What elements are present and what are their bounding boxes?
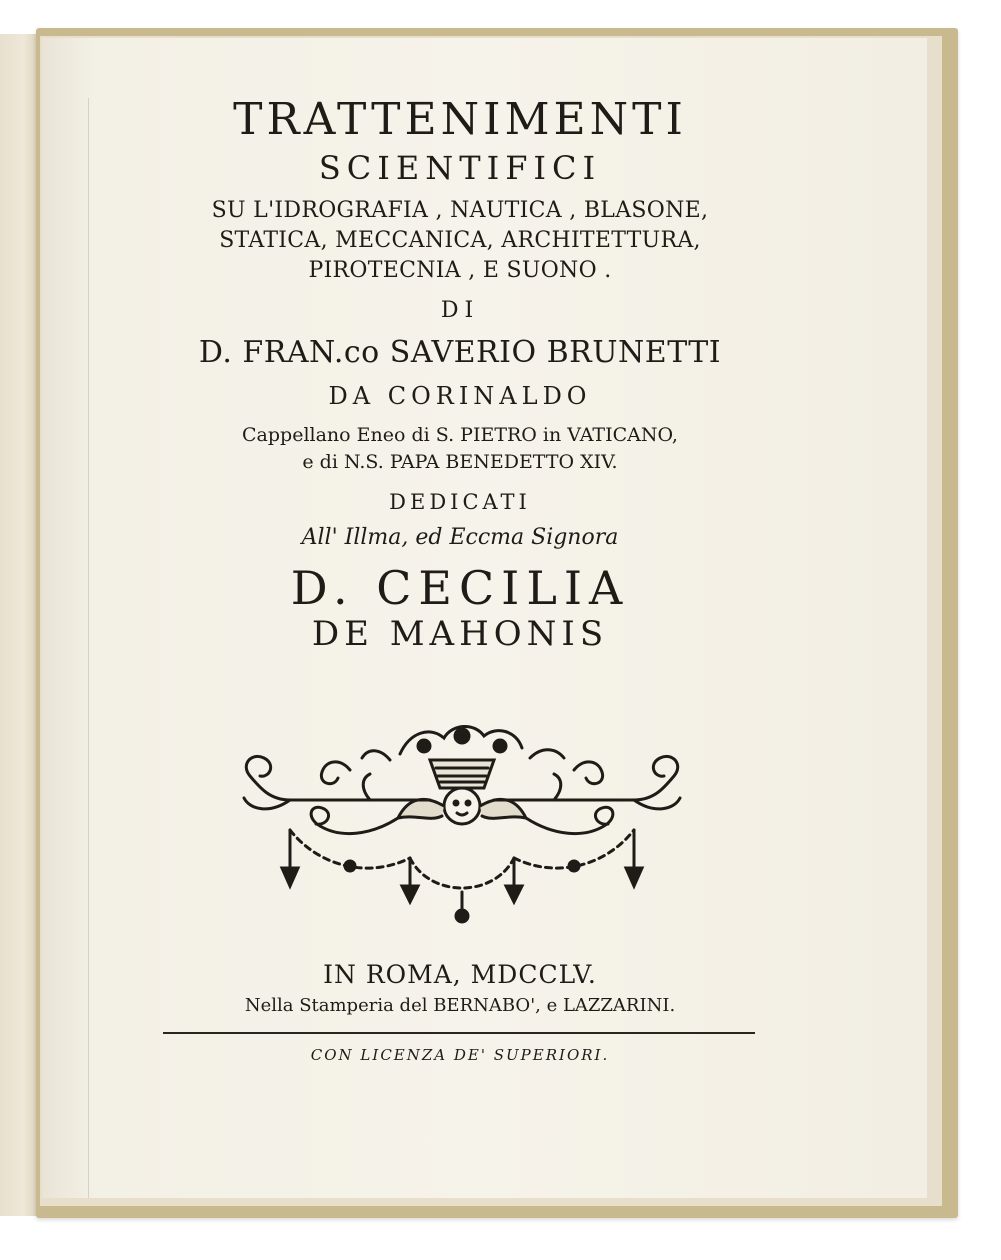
left-page-edge	[0, 34, 41, 1216]
title-block	[150, 94, 770, 654]
licenza-line: CON LICENZA DE' SUPERIORI.	[310, 1046, 610, 1064]
author-origin: DA CORINALDO	[328, 382, 592, 410]
dedicati-line: DEDICATI	[389, 490, 531, 514]
subtitle-line-1: SU L'IDROGRAFIA , NAUTICA , BLASONE,	[211, 198, 709, 223]
author-title-line-2: e di N.S. PAPA BENEDETTO XIV.	[302, 451, 618, 473]
imprint	[150, 962, 770, 1015]
dedicatee-line-2: DE MAHONIS	[311, 614, 609, 654]
author-name: D. FRAN.co SAVERIO BRUNETTI	[198, 335, 722, 370]
subtitle-line-2: STATICA, MECCANICA, ARCHITETTURA,	[219, 228, 701, 253]
title-line-2: SCIENTIFICI	[318, 149, 602, 187]
author-title-line-1: Cappellano Eneo di S. PIETRO in VATICANO,	[242, 424, 678, 446]
subtitle-line-3: PIROTECNIA , E SUONO .	[308, 258, 612, 283]
di-line: DI	[440, 298, 480, 323]
imprint-printer: Nella Stamperia del BERNABO', e LAZZARINI.	[244, 995, 676, 1016]
dedicatee-line-1: D. CECILIA	[290, 561, 630, 615]
gutter-line	[88, 98, 89, 1198]
dedication-line: All' Illma, ed Eccma Signora	[301, 525, 619, 550]
title-line-1: TRATTENIMENTI	[233, 94, 687, 145]
divider-rule	[163, 1032, 755, 1034]
ornament-vignette-icon	[230, 718, 694, 928]
imprint-place-date: IN ROMA, MDCCLV.	[323, 960, 597, 989]
